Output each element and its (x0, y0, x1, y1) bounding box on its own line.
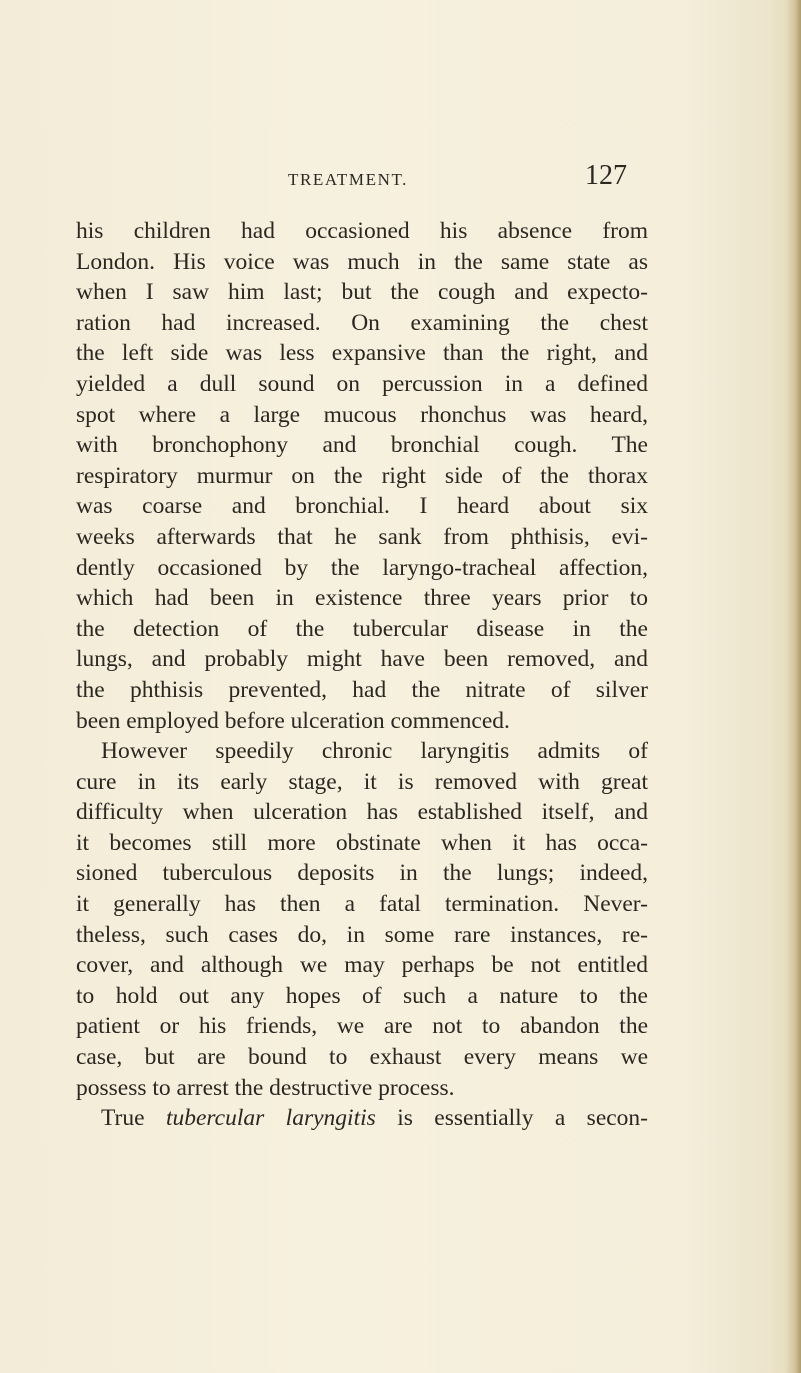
page-edge-shadow (785, 0, 801, 1373)
text-line: cure in its early stage, it is removed with great (76, 768, 648, 795)
text-line-paragraph-start (76, 1103, 648, 1134)
text-line-paragraph-start: However speedily chronic laryngitis admits of (101, 738, 648, 765)
text-line: which had been in existence three years prior to (76, 585, 648, 612)
text-line: with bronchophony and bronchial cough. The (76, 432, 648, 459)
text-line: case, but are bound to exhaust every means we (76, 1044, 648, 1071)
text-line-paragraph-end: been employed before ulceration commenced. (76, 707, 510, 734)
text-line: cover, and although we may perhaps be not entitled (76, 952, 648, 979)
text-line: yielded a dull sound on percussion in a defined (76, 370, 648, 397)
text-line: his children had occasioned his absence from (76, 218, 648, 244)
text-line: the phthisis prevented, had the nitrate of silver (76, 676, 648, 703)
text-line: weeks afterwards that he sank from phthisis, evi- (76, 523, 648, 550)
text-line: dently occasioned by the laryngo-tracheal affection, (76, 554, 648, 581)
text-line: the detection of the tubercular disease in the (76, 615, 648, 642)
text-line: was coarse and bronchial. I heard about six (76, 493, 648, 520)
running-head-title: TREATMENT. (288, 170, 409, 189)
text-line: to hold out any hopes of such a nature to the (76, 982, 648, 1009)
text-line: difficulty when ulceration has established itself, and (76, 799, 648, 826)
text-line: it becomes still more obstinate when it has occa- (76, 829, 648, 856)
text-line: the left side was less expansive than the right, and (76, 340, 648, 367)
text-line: lungs, and probably might have been removed, and (76, 646, 648, 673)
text-line: theless, such cases do, in some rare instances, re- (76, 921, 648, 948)
text-line: London. His voice was much in the same state as (76, 248, 648, 275)
text-line: sioned tuberculous deposits in the lungs; indeed, (76, 860, 648, 887)
final-line-before: True (101, 1105, 145, 1132)
text-line: it generally has then a fatal termination. Never- (76, 891, 648, 918)
text-line: patient or his friends, we are not to abandon the (76, 1013, 648, 1040)
text-line: ration had increased. On examining the chest (76, 309, 648, 336)
text-line: respiratory murmur on the right side of the thorax (76, 462, 648, 489)
running-head (0, 160, 801, 194)
text-line: when I saw him last; but the cough and expecto- (76, 279, 648, 306)
text-line: spot where a large mucous rhonchus was heard, (76, 401, 648, 428)
text-line-paragraph-end: possess to arrest the destructive process. (76, 1074, 455, 1101)
italic-term: tubercular laryngitis (165, 1105, 376, 1132)
page-number: 127 (585, 160, 627, 191)
body-text (76, 216, 648, 1134)
final-line-after: is essentially a secon- (397, 1105, 649, 1132)
